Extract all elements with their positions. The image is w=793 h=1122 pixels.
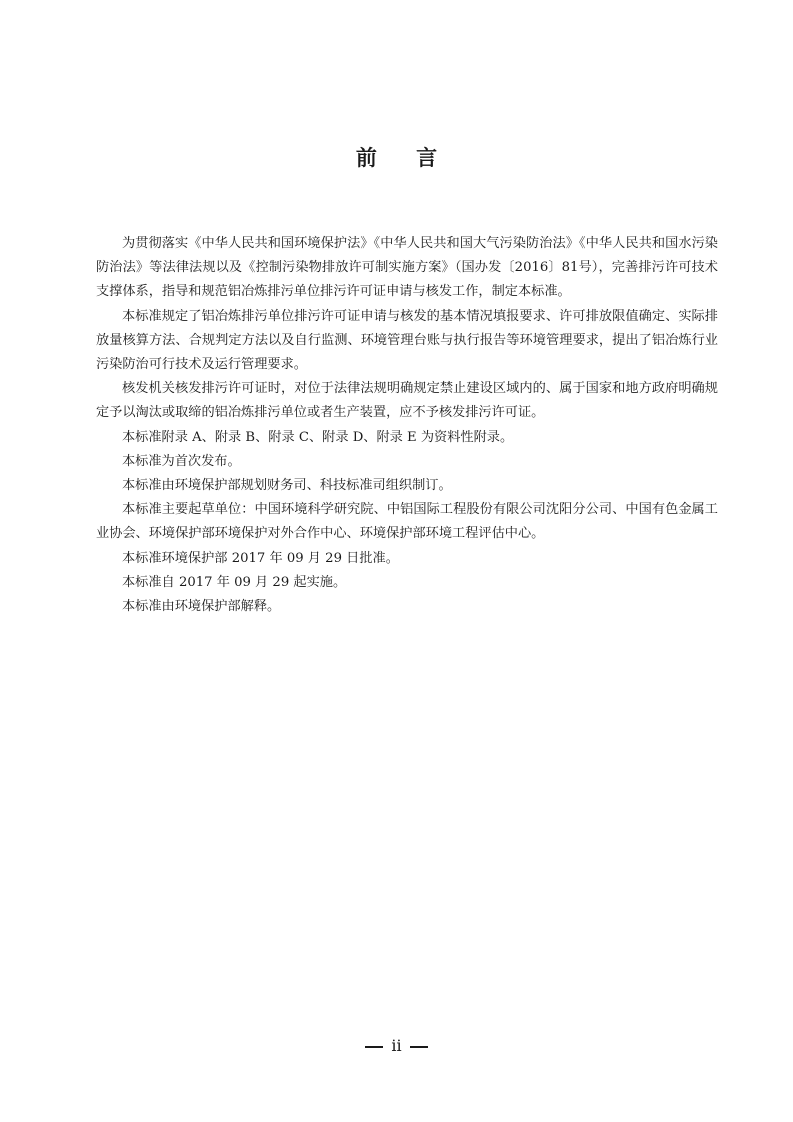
paragraph-first-release: 本标准为首次发布。 <box>122 453 241 469</box>
page-number: ii <box>391 1036 402 1055</box>
paragraph-drafting-units: 本标准主要起草单位：中国环境科学研究院、中铝国际工程股份有限公司沈阳分公司、中国有色金属工业协会、环境保护部环境保护对外合作中心、环境保护部环境工程评估中心。 <box>96 502 718 542</box>
page-title: 前 言 <box>355 146 454 170</box>
paragraph-scope: 本标准规定了铝冶炼排污单位排污许可证申请与核发的基本情况填报要求、许可排放限值确定、实际排放量核算方法、合规判定方法以及自行监测、环境管理台账与执行报告等环境管理要求，提出了铝冶炼行业污染防治可行技术及运行管理要求。 <box>96 308 718 373</box>
paragraph-approval-date: 本标准环境保护部 2017 年 09 月 29 日批准。 <box>122 550 399 566</box>
document-body <box>96 232 718 619</box>
footer-dash-right <box>410 1046 428 1048</box>
paragraph-interpretation: 本标准由环境保护部解释。 <box>122 599 281 615</box>
paragraph-effective-date: 本标准自 2017 年 09 月 29 起实施。 <box>122 574 347 590</box>
footer-dash-left <box>365 1046 383 1048</box>
paragraph-appendices: 本标准附录 A、附录 B、附录 C、附录 D、附录 E 为资料性附录。 <box>122 429 514 445</box>
paragraph-purpose: 为贯彻落实《中华人民共和国环境保护法》《中华人民共和国大气污染防治法》《中华人民共和国水污染防治法》等法律法规以及《控制污染物排放许可制实施方案》（国办发〔2016〕81号），完善排污许可技术支撑体系，指导和规范铝冶炼排污单位排污许可证申请与核发工作，制定本标准。 <box>96 236 718 300</box>
paragraph-issuance-restriction: 核发机关核发排污许可证时，对位于法律法规明确规定禁止建设区域内的、属于国家和地方政府明确规定予以淘汰或取缔的铝冶炼排污单位或者生产装置，应不予核发排污许可证。 <box>96 381 718 421</box>
page-footer <box>0 1034 793 1058</box>
paragraph-organizer: 本标准由环境保护部规划财务司、科技标准司组织制订。 <box>122 478 452 494</box>
